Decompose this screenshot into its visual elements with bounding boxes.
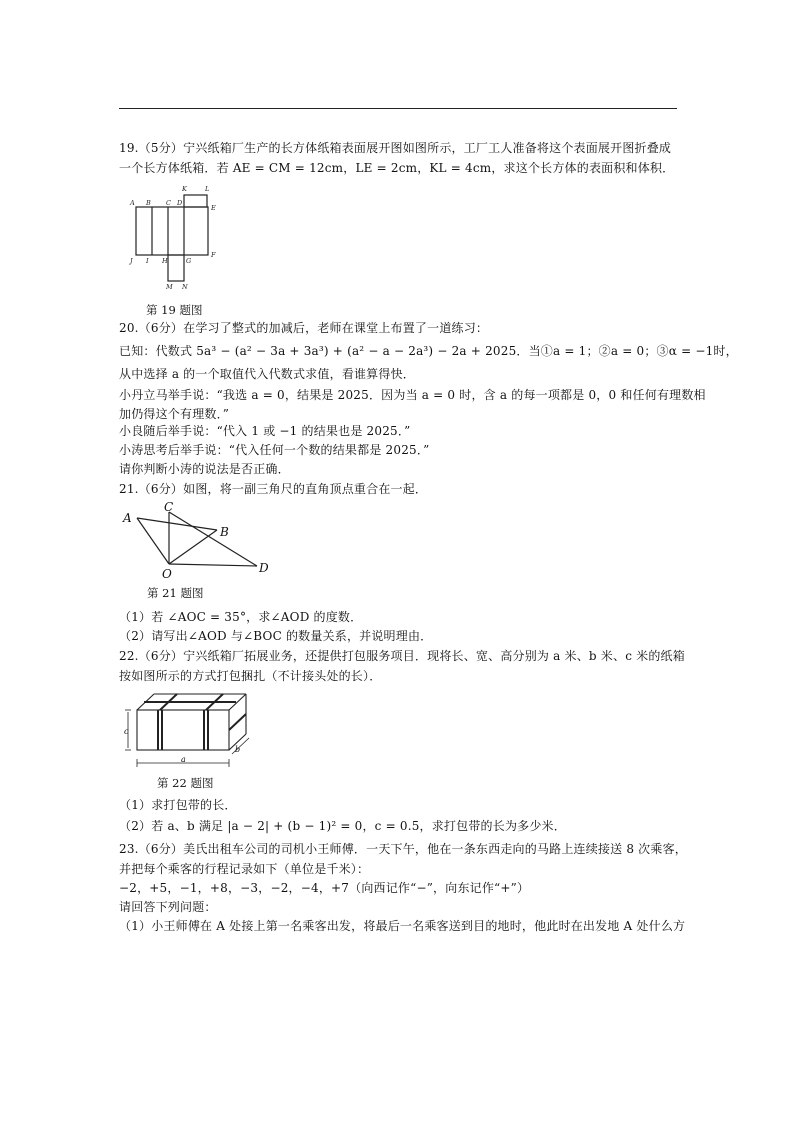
q19-net-figure [122, 183, 232, 293]
header-rule [119, 108, 677, 109]
q22-letter-c: c [124, 727, 129, 736]
q20-line-2: 已知：代数式 5a³ − (a² − 3a + 3a³) + (a² − a − 2a³) − 2a + 2025．当①a = 1；②a = 0；③α = −1时， [119, 344, 738, 358]
q19-caption: 第 19 题图 [146, 303, 203, 317]
q19-letter-i: I [146, 257, 149, 265]
q19-letter-l: L [205, 185, 210, 193]
q19-letter-g: G [186, 257, 192, 265]
q22-sub-2: （2）若 a、b 满足 |a − 2| + (b − 1)² = 0，c = 0.5，求打包带的长为多少米． [119, 819, 566, 833]
q19-letter-m: M [166, 283, 173, 291]
q21-letter-c: C [164, 500, 174, 514]
q22-letter-b: b [235, 745, 241, 754]
q20-line-3: 从中选择 a 的一个取值代入代数式求值，看谁算得快． [119, 367, 415, 381]
q23-line-3: −2，+5，−1，+8，−3，−2，−4，+7（向西记作“−”，向东记作“+”） [119, 881, 530, 895]
q21-triangles-figure [119, 500, 279, 582]
q19-letter-k: K [182, 185, 187, 193]
q19-letter-h: H [162, 257, 168, 265]
q19-letter-d: D [177, 199, 183, 207]
q19-letter-n: N [182, 283, 188, 291]
q21-letter-o: O [162, 567, 172, 581]
q23-line-2: 并把每个乘客的行程记录如下（单位是千米）： [119, 862, 370, 876]
q21-sub-1: （1）若 ∠AOC = 35°，求∠AOD 的度数． [119, 610, 363, 624]
q19-letter-f: F [211, 251, 216, 259]
q20-line-4: 小丹立马举手说：“我选 a = 0，结果是 2025．因为当 a = 0 时，含 a 的每一项都是 0，0 和任何有理数相 [119, 388, 706, 402]
q21-letter-b: B [220, 525, 229, 539]
q19-letter-a: A [130, 199, 135, 207]
q21-caption: 第 21 题图 [147, 586, 204, 600]
q19-letter-b: B [146, 199, 151, 207]
q22-line-2: 按如图所示的方式打包捆扎（不计接头处的长）． [119, 669, 382, 683]
q20-line-1: 20.（6分）在学习了整式的加减后，老师在课堂上布置了一道练习： [119, 321, 489, 335]
q20-line-5: 加仍得这个有理数．” [119, 407, 230, 421]
q19-line-1: 19.（5分）宁兴纸箱厂生产的长方体纸箱表面展开图如图所示，工厂工人准备将这个表面展开图折叠成 [119, 141, 672, 155]
q21-letter-a: A [123, 511, 132, 525]
q23-line-1: 23.（6分）美氏出租车公司的司机小王师傅．一天下午，他在一条东西走向的马路上连续接送 8 次乘客， [119, 842, 687, 856]
q22-sub-1: （1）求打包带的长． [119, 798, 237, 812]
q23-line-5: （1）小王师傅在 A 处接上第一名乘客出发，将最后一名乘客送到目的地时，他此时在出发地 A 处什么方 [119, 919, 686, 933]
q19-letter-c: C [166, 199, 171, 207]
q19-line-2: 一个长方体纸箱．若 AE = CM = 12cm，LE = 2cm，KL = 4cm，求这个长方体的表面积和体积． [119, 161, 675, 175]
q21-line-1: 21.（6分）如图，将一副三角尺的直角顶点重合在一起． [119, 482, 428, 496]
q21-letter-d: D [259, 561, 269, 575]
q19-letter-j: J [130, 257, 133, 265]
q21-sub-2: （2）请写出∠AOD 与∠BOC 的数量关系，并说明理由． [119, 629, 433, 643]
q20-line-6: 小良随后举手说：“代入 1 或 −1 的结果也是 2025．” [119, 424, 411, 438]
q23-line-4: 请回答下列问题： [119, 900, 217, 914]
q20-line-8: 请你判断小涛的说法是否正确． [119, 462, 290, 476]
q22-letter-a: a [181, 755, 186, 764]
q22-line-1: 22.（6分）宁兴纸箱厂拓展业务，还提供打包服务项目．现将长、宽、高分别为 a 米、b 米、c 米的纸箱 [119, 649, 685, 663]
q22-caption: 第 22 题图 [157, 776, 214, 790]
q22-box-figure [122, 690, 257, 772]
q20-line-7: 小涛思考后举手说：“代入任何一个数的结果都是 2025．” [119, 443, 430, 457]
q19-letter-e: E [211, 204, 216, 212]
